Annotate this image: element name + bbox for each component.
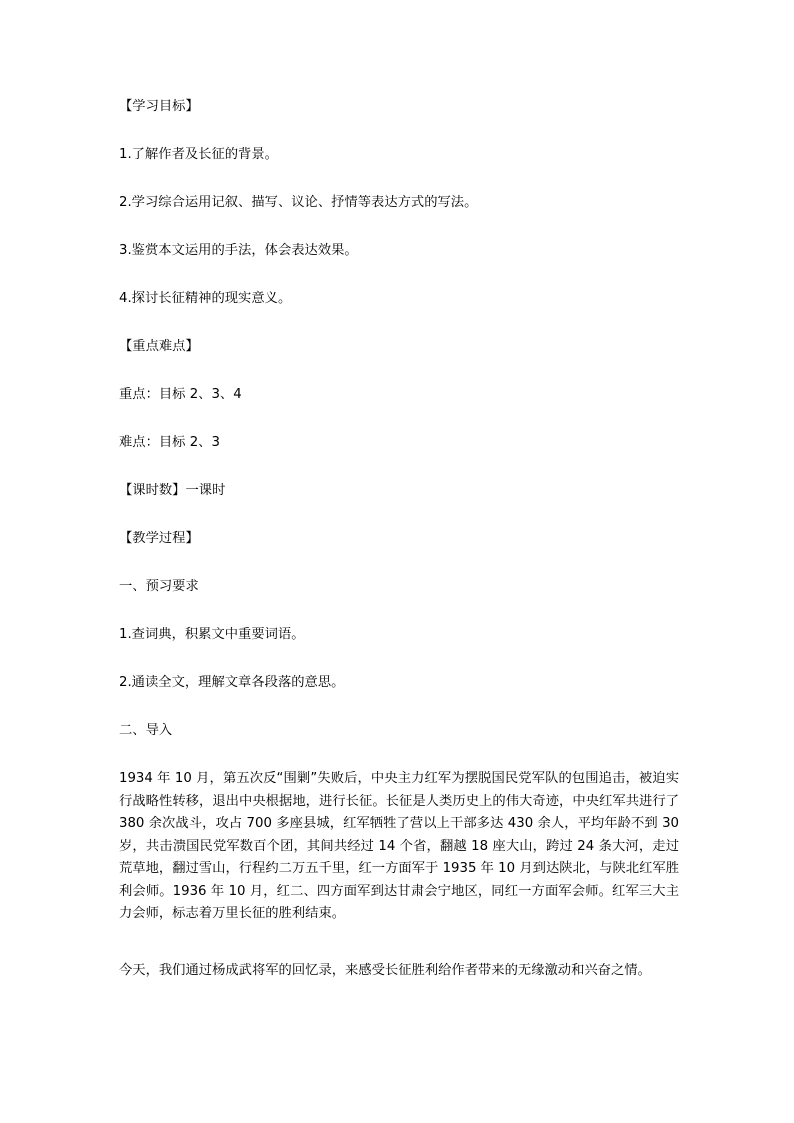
heading-teaching-process: 【教学过程】	[119, 531, 199, 546]
intro-paragraph: 1934 年 10 月，第五次反“围剿”失败后，中央主力红军为摆脱国民党军队的包围追击，被迫实行战略性转移，退出中央根据地，进行长征。长征是人类历史上的伟大奇迹，中央红军共进行了 380 余次战斗，攻占 700 多座县城，红军牺牲了营以上干部多达 430 余人，平均年龄不到 30 岁，共击溃国民党军数百个团，其间共经过 14 个省，翻越 18 座大山，跨过 24 条大河，走过荒草地，翻过雪山，行程约二万五千里，红一方面军于 1935 年 10 月到达陕北，与陕北红军胜利会师。1936 年 10 月，红二、四方面军到达甘肃会宁地区，同红一方面军会师。红军三大主力会师，标志着万里长征的胜利结束。	[119, 771, 679, 921]
heading-key-points: 【重点难点】	[119, 339, 199, 354]
section-introduction: 二、导入	[119, 723, 173, 738]
goal-4: 4.探讨长征精神的现实意义。	[119, 291, 292, 306]
difficult-points: 难点：目标 2、3	[119, 435, 220, 450]
closing-paragraph: 今天，我们通过杨成武将军的回忆录，来感受长征胜利给作者带来的无缘激动和兴奋之情。	[119, 963, 651, 978]
key-points: 重点：目标 2、3、4	[119, 387, 242, 402]
goal-1: 1.了解作者及长征的背景。	[119, 147, 278, 162]
goal-3: 3.鉴赏本文运用的手法，体会表达效果。	[119, 243, 358, 258]
section-preview: 一、预习要求	[119, 579, 199, 594]
preview-item-2: 2.通读全文，理解文章各段落的意思。	[119, 675, 345, 690]
heading-class-hours: 【课时数】一课时	[119, 483, 226, 498]
goal-2: 2.学习综合运用记叙、描写、议论、抒情等表达方式的写法。	[119, 195, 478, 210]
heading-learning-goals: 【学习目标】	[119, 99, 199, 114]
preview-item-1: 1.查词典，积累文中重要词语。	[119, 627, 305, 642]
